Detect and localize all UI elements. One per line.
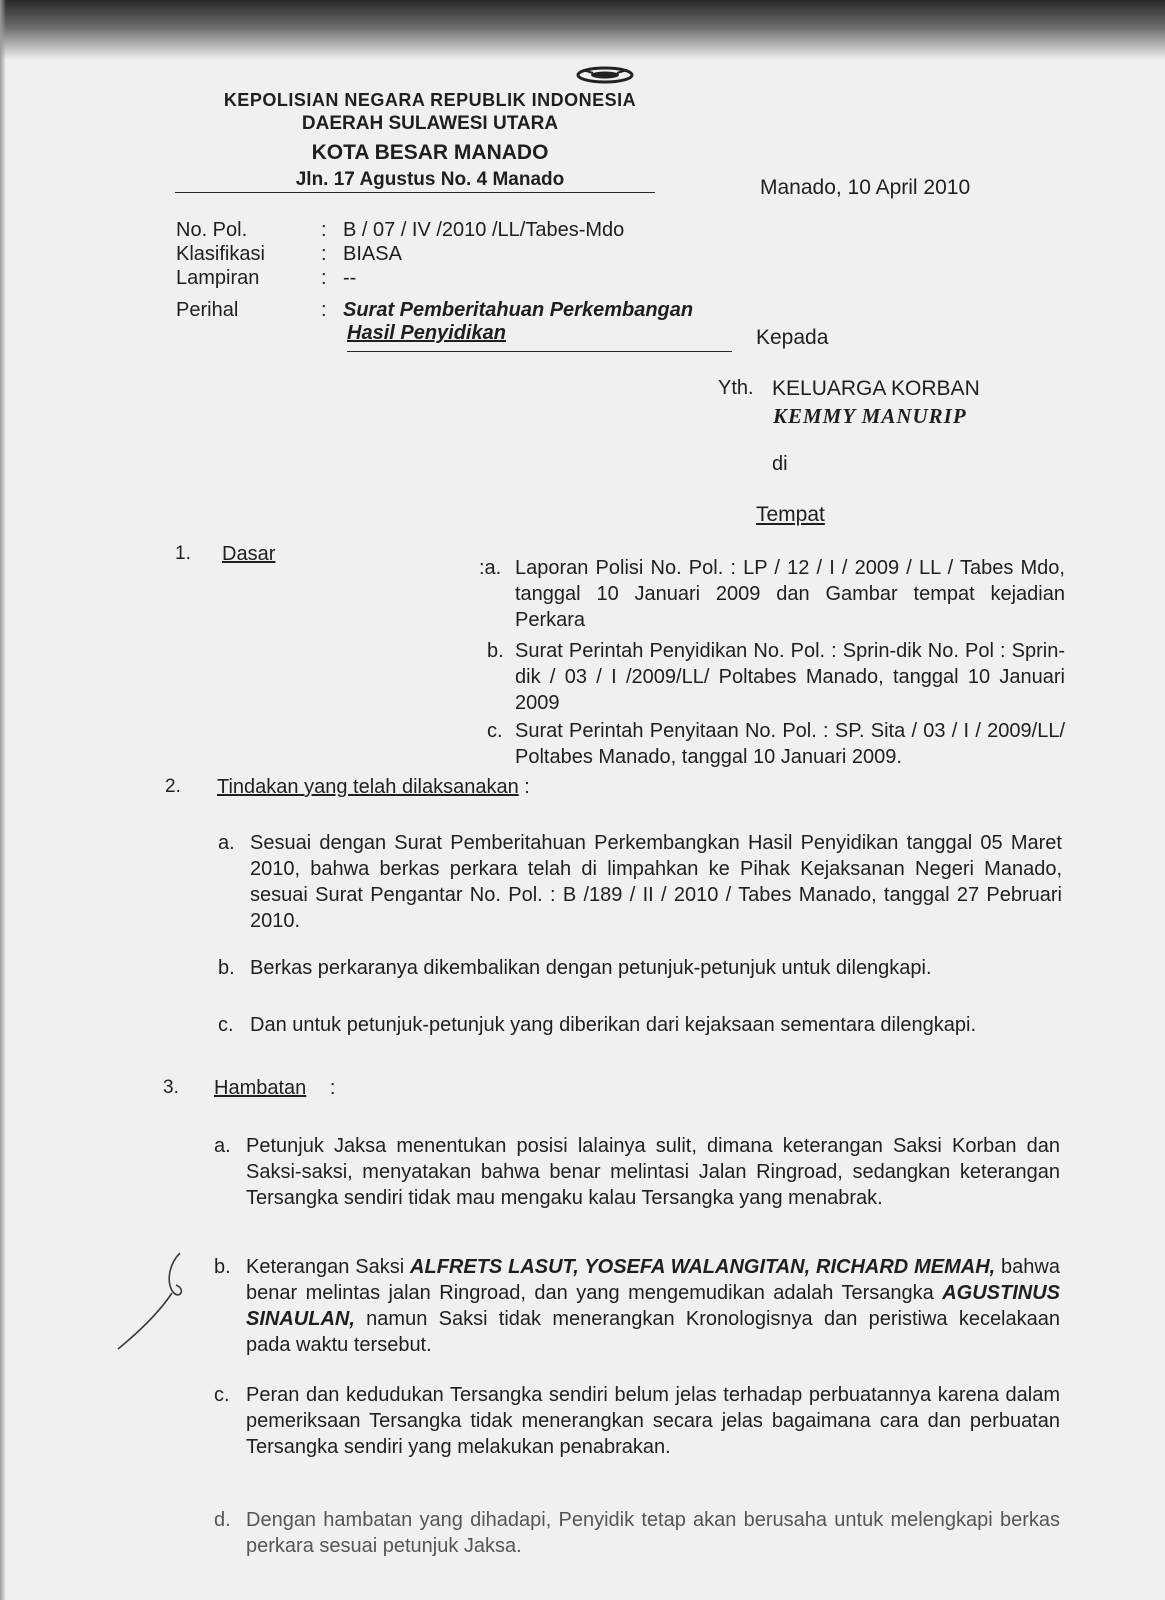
- letterhead-address: Jln. 17 Agustus No. 4 Manado: [295, 169, 565, 190]
- handwritten-pen-mark-icon: [110, 1245, 200, 1355]
- letterhead-city: KOTA BESAR MANADO: [311, 141, 549, 164]
- perihal-divider: [347, 351, 732, 352]
- address-di: di: [772, 453, 788, 475]
- perihal-label: Perihal: [176, 299, 239, 321]
- item-label: c.: [214, 1384, 230, 1406]
- section-2-number: 2.: [165, 776, 181, 797]
- letterhead-divider: [175, 192, 655, 193]
- item-label: b.: [214, 1256, 231, 1278]
- section-2-title: Tindakan yang telah dilaksanakan: [217, 776, 519, 798]
- item-label: c.: [487, 720, 503, 742]
- item-text-part2: bahwa benar melintas jalan Ringroad, dan yang mengemudikan adalah Tersangka: [246, 1256, 1060, 1304]
- item-text: Dan untuk petunjuk-petunjuk yang diberikan dari kejaksaan sementara dilengkapi.: [250, 1014, 977, 1036]
- section-1-item-b: [487, 638, 1065, 716]
- item-text: Petunjuk Jaksa menentukan posisi lalainya sulit, dimana keterangan Saksi Korban dan Saksi-saksi, menyatakan bahwa benar melintasi Jalan Ringroad, sedangkan keterangan Tersangka sendiri tidak mau mengaku kalau Tersangka yang menabrak.: [246, 1135, 1060, 1209]
- item-label: a.: [218, 832, 235, 854]
- item-label: c.: [218, 1014, 234, 1036]
- section-3-item-a: [214, 1133, 1060, 1211]
- item-text-part1: Keterangan Saksi: [246, 1256, 411, 1278]
- item-label: b.: [218, 957, 235, 979]
- item-label: d.: [214, 1509, 231, 1531]
- scan-left-edge: [0, 0, 6, 1600]
- klasifikasi-value: BIASA: [343, 243, 402, 265]
- nopol-label: No. Pol.: [176, 219, 248, 241]
- section-3-title: Hambatan: [214, 1077, 307, 1099]
- lampiran-value: --: [343, 267, 357, 289]
- witness-names: ALFRETS LASUT, YOSEFA WALANGITAN, RICHARD MEMAH,: [410, 1256, 996, 1278]
- section-3-heading: [214, 1077, 335, 1100]
- section-2-item-a: [218, 830, 1062, 934]
- item-text: Surat Perintah Penyidikan No. Pol. : Sprin-dik No. Pol : Sprin-dik / 03 / I /2009/LL/ Poltabes Manado, tanggal 10 Januari 2009: [515, 640, 1065, 714]
- address-recipient: KELUARGA KORBAN: [772, 377, 980, 400]
- item-text: Peran dan kedudukan Tersangka sendiri belum jelas terhadap perbuatannya karena dalam pemeriksaan Tersangka tidak menerangkan secara jelas bagaimana cara dan perbuatan Tersangka sendiri yang melakukan penabrakan.: [246, 1384, 1060, 1458]
- letter-date: Manado, 10 April 2010: [760, 176, 971, 199]
- section-1-title: Dasar: [222, 543, 276, 565]
- item-text: Berkas perkaranya dikembalikan dengan petunjuk-petunjuk untuk dilengkapi.: [250, 957, 932, 979]
- suspect-name: AGUSTINUS SINAULAN,: [246, 1282, 1060, 1330]
- colon: :: [321, 243, 327, 265]
- section-1-item-a: [479, 555, 1065, 633]
- letterhead: [170, 90, 690, 191]
- section-1-number: 1.: [175, 543, 191, 564]
- address-kepada: Kepada: [756, 326, 829, 349]
- address-yth: Yth.: [718, 377, 754, 399]
- section-3-number: 3.: [163, 1077, 179, 1098]
- klasifikasi-label: Klasifikasi: [176, 243, 265, 265]
- letterhead-institution: KEPOLISIAN NEGARA REPUBLIK INDONESIA: [223, 90, 637, 110]
- section-2-item-c: [218, 1012, 1062, 1038]
- item-label: :a.: [479, 557, 502, 579]
- section-2-colon: :: [524, 776, 530, 798]
- lampiran-label: Lampiran: [176, 267, 260, 289]
- letterhead-region: DAERAH SULAWESI UTARA: [301, 113, 559, 134]
- scan-top-shadow: [0, 0, 1165, 60]
- colon: :: [321, 267, 327, 289]
- colon: :: [321, 299, 327, 321]
- perihal-line1: Surat Pemberitahuan Perkembangan: [343, 299, 694, 321]
- address-tempat: Tempat: [756, 503, 825, 526]
- police-emblem-icon: [575, 64, 635, 86]
- item-text: Laporan Polisi No. Pol. : LP / 12 / I / 2009 / LL / Tabes Mdo, tanggal 10 Januari 2009 dan Gambar tempat kejadian Perkara: [515, 557, 1065, 631]
- nopol-value: B / 07 / IV /2010 /LL/Tabes-Mdo: [343, 219, 625, 241]
- section-3-item-d: [214, 1507, 1060, 1559]
- section-2-heading: [217, 776, 530, 799]
- section-3-item-c: [214, 1382, 1060, 1460]
- item-text: Dengan hambatan yang dihadapi, Penyidik tetap akan berusaha untuk melengkapi berkas perkara sesuai petunjuk Jaksa.: [246, 1509, 1060, 1557]
- section-3-colon: :: [329, 1077, 336, 1099]
- item-text: Surat Perintah Penyitaan No. Pol. : SP. Sita / 03 / I / 2009/LL/ Poltabes Manado, tanggal 10 Januari 2009.: [515, 720, 1065, 768]
- item-label: a.: [214, 1135, 231, 1157]
- letter-meta: [176, 218, 693, 322]
- perihal-line2: Hasil Penyidikan: [347, 322, 506, 344]
- colon: :: [321, 219, 327, 241]
- address-name: KEMMY MANURIP: [773, 404, 967, 428]
- item-label: b.: [487, 640, 504, 662]
- item-text: Sesuai dengan Surat Pemberitahuan Perkembangkan Hasil Penyidikan tanggal 05 Maret 2010, bahwa berkas perkara telah di limpahkan ke Pihak Kejaksanan Negeri Manado, sesuai Surat Pengantar No. Pol. : B /189 / II / 2010 / Tabes Manado, tanggal 27 Pebruari 2010.: [250, 832, 1062, 932]
- section-3-item-b: [214, 1254, 1060, 1358]
- section-2-item-b: [218, 955, 1062, 981]
- section-1-item-c: [487, 718, 1065, 770]
- item-text-part3: namun Saksi tidak menerangkan Kronologisnya dan peristiwa kecelakaan pada waktu tersebut.: [246, 1308, 1060, 1356]
